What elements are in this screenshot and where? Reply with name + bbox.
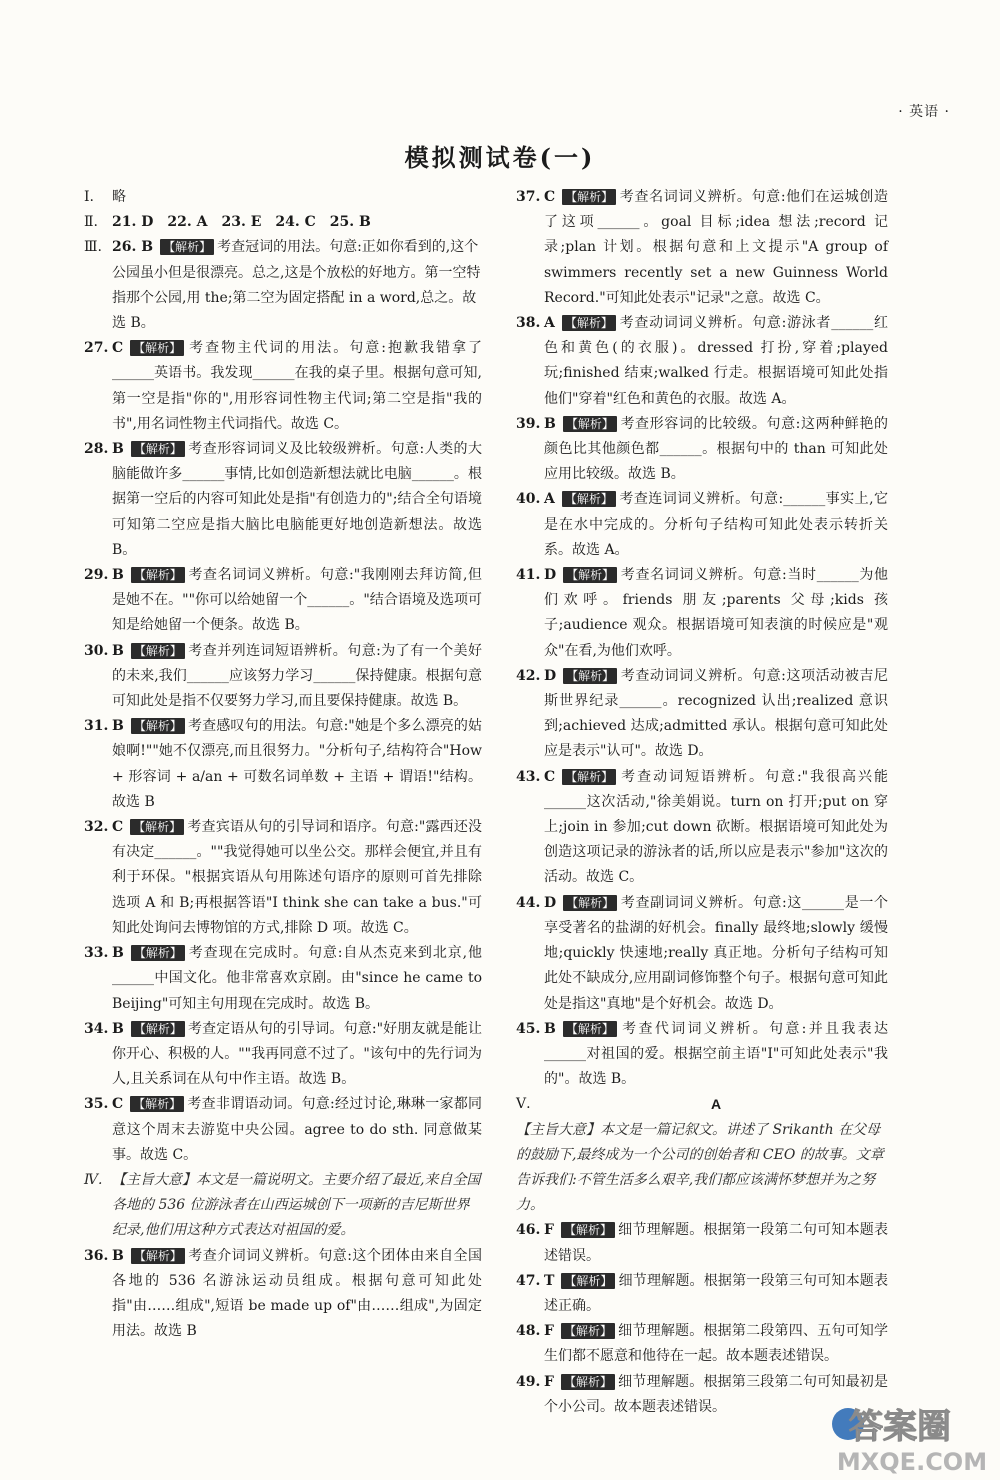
question-38 <box>516 311 888 412</box>
section-number: Ⅰ. <box>84 189 94 205</box>
main-idea-text: 【主旨大意】本文是一篇说明文。主要介绍了最近,来自全国各地的 536 位游泳者在山西运城创下一项新的吉尼斯世界纪录,他们用这种方式表达对祖国的爱。 <box>112 1171 481 1239</box>
subject-label: · 英语 · <box>898 104 950 120</box>
analysis-tag: 【解析】 <box>131 441 185 457</box>
analysis-text: 细节理解题。根据第一段第二句可知本题表述错误。 <box>544 1222 888 1264</box>
question-28 <box>84 437 482 563</box>
answer-letter: B <box>544 1020 556 1037</box>
analysis-tag: 【解析】 <box>562 315 616 331</box>
analysis-text: 考查介词词义辨析。句意:这个团体由来自全国各地的 536 名游泳运动员组成。根据句意可知此处指"由……组成",短语 be made up of"由……组成",为固定用法。故选 B <box>112 1247 482 1340</box>
question-41 <box>516 563 888 664</box>
answer-letter: C <box>112 819 124 836</box>
analysis-text: 考查现在完成时。句意:自从杰克来到北京,他______中国文化。他非常喜欢京剧。由"since he came to Beijing"可知主句用现在完成时。故选 B。 <box>112 945 482 1012</box>
analysis-tag: 【解析】 <box>131 1248 185 1264</box>
analysis-text: 考查名词词义辨析。句意:当时______为他们欢呼。friends 朋友;parents 父母;kids 孩子;audience 观众。根据语境可知表演的时候应是"观众"在看,为他们欢呼。 <box>544 567 888 659</box>
analysis-tag: 【解析】 <box>130 819 184 835</box>
question-number: 27. <box>84 340 109 357</box>
analysis-tag: 【解析】 <box>562 491 616 507</box>
question-number: 32. <box>84 819 109 836</box>
question-number: 37. <box>516 189 541 205</box>
question-number: 35. <box>84 1096 109 1113</box>
analysis-tag: 【解析】 <box>562 189 616 205</box>
section-3 <box>84 235 482 336</box>
watermark-logo <box>812 1398 988 1478</box>
question-44 <box>516 891 888 1017</box>
question-47 <box>516 1269 888 1319</box>
analysis-text: 考查物主代词的用法。句意:抱歉我错拿了______英语书。我发现______在我的桌子里。根据句意可知,第一空是指"你的",用形容词性物主代词;第二空是指"我的书",用名词性物主代词指代。故选 C。 <box>112 340 482 432</box>
question-29 <box>84 563 482 639</box>
question-42 <box>516 664 888 765</box>
answer-letter: D <box>544 894 557 911</box>
answer-letter: A <box>544 491 555 508</box>
analysis-text: 考查形容词的比较级。句意:这两种鲜艳的颜色比其他颜色都______。根据句中的 than 可知此处应用比较级。故选 B。 <box>544 415 888 483</box>
question-45 <box>516 1017 888 1093</box>
answer-letter: D <box>544 667 557 684</box>
answer-letter: B <box>112 718 124 735</box>
question-number: 44. <box>516 894 541 911</box>
answer-letter: B <box>112 642 124 659</box>
analysis-tag: 【解析】 <box>561 1374 615 1390</box>
question-number: 49. <box>516 1373 541 1390</box>
question-31 <box>84 714 482 815</box>
analysis-text: 考查定语从句的引导词。句意:"好朋友就是能让你开心、积极的人。""我再同意不过了。"该句中的先行词为人,且关系词在从句中作主语。故选 B。 <box>112 1020 482 1088</box>
analysis-tag: 【解析】 <box>561 1273 615 1289</box>
analysis-tag: 【解析】 <box>561 1222 615 1238</box>
analysis-tag: 【解析】 <box>160 239 214 255</box>
question-number: 39. <box>516 415 541 432</box>
question-number: 28. <box>84 441 109 458</box>
question-34 <box>84 1017 482 1093</box>
analysis-tag: 【解析】 <box>131 567 185 583</box>
analysis-text: 考查名词词义辨析。句意:他们在运城创造了这项______。goal 目标;idea 想法;record 记录;plan 计划。根据句意和上文提示"A group of swimmers recently set a new Guinness World Record."可知此处表示"记录"之意。故选 C。 <box>544 189 888 306</box>
analysis-text: 考查名词词义辨析。句意:"我刚刚去拜访简,但是她不在。""你可以给她留一个______。"结合语境及选项可知是给她留一个便条。故选 B。 <box>112 567 482 634</box>
section-4 <box>84 1168 482 1244</box>
question-40 <box>516 487 888 563</box>
answer-letter: C <box>544 189 556 205</box>
right-column <box>516 185 888 1420</box>
analysis-tag: 【解析】 <box>563 567 617 583</box>
section-answers: 21. D 22. A 23. E 24. C 25. B <box>112 214 371 231</box>
analysis-tag: 【解析】 <box>131 643 185 659</box>
logo-url: MXQE.COM <box>836 1448 988 1476</box>
question-number: 41. <box>516 567 541 584</box>
analysis-text: 细节理解题。根据第二段第四、五句可知学生们都不愿意和他待在一起。故本题表述错误。 <box>544 1323 888 1365</box>
analysis-text: 细节理解题。根据第一段第三句可知本题表述正确。 <box>544 1272 888 1314</box>
question-number: 43. <box>516 768 541 785</box>
page-title: 模拟测试卷(一) <box>404 143 596 172</box>
analysis-tag: 【解析】 <box>561 1323 615 1339</box>
question-39 <box>516 412 888 488</box>
answer-letter: B <box>112 945 124 962</box>
question-27 <box>84 336 482 437</box>
analysis-text: 考查代词词义辨析。句意:并且我表达______对祖国的爱。根据空前主语"I"可知此处表示"我的"。故选 B。 <box>544 1020 888 1088</box>
answer-letter: C <box>112 1096 124 1113</box>
answer-letter: B <box>544 415 556 432</box>
analysis-tag: 【解析】 <box>131 718 185 734</box>
question-30 <box>84 639 482 715</box>
analysis-text: 考查非谓语动词。句意:经过讨论,琳琳一家都同意这个周末去游览中央公园。agree to do sth. 同意做某事。故选 C。 <box>112 1096 482 1163</box>
answer-letter: A <box>544 315 555 332</box>
question-number: 48. <box>516 1323 541 1340</box>
section-number: Ⅱ. <box>84 214 98 231</box>
answer-letter: B <box>112 567 124 584</box>
question-number: 46. <box>516 1222 541 1239</box>
question-36 <box>84 1244 482 1345</box>
answer-letter: F <box>544 1323 554 1340</box>
answer-letter: B <box>112 441 124 458</box>
answer-letter: B <box>112 1247 124 1264</box>
question-number: 33. <box>84 945 109 962</box>
analysis-tag: 【解析】 <box>563 668 617 684</box>
answer-letter: T <box>544 1272 555 1289</box>
question-number: 31. <box>84 718 109 735</box>
analysis-tag: 【解析】 <box>130 1096 184 1112</box>
analysis-text: 考查宾语从句的引导词和语序。句意:"露西还没有决定______。""我觉得她可以坐公交。那样会便宜,并且有利于环保。"根据宾语从句用陈述句语序的原则可首先排除选项 A 和 B;再根据答语"I think she can take a bus."可知此处询问去博物馆的方式,排除 D 项。故选 C。 <box>112 819 482 936</box>
analysis-tag: 【解析】 <box>130 340 184 356</box>
section-number: Ⅴ. <box>516 1096 531 1113</box>
question-number: 47. <box>516 1272 541 1289</box>
section-text: 略 <box>112 189 126 205</box>
analysis-tag: 【解析】 <box>563 1021 617 1037</box>
question-46 <box>516 1218 888 1268</box>
answer-letter: F <box>544 1373 554 1390</box>
question-43 <box>516 765 888 891</box>
question-number: 38. <box>516 315 541 332</box>
answer-letter: C <box>112 340 124 357</box>
analysis-text: 考查副词词义辨析。句意:这______是一个享受著名的盐湖的好机会。finally 最终地;slowly 缓慢地;quickly 快速地;really 真正地。分析句子结构可知此处不缺成分,应用副词修饰整个句子。根据句意可知此处是指这"真地"是个好机会。故选 D。 <box>544 894 888 1012</box>
answer-letter: D <box>544 567 557 584</box>
question-number: 42. <box>516 667 541 684</box>
analysis-tag: 【解析】 <box>131 1021 185 1037</box>
analysis-tag: 【解析】 <box>562 769 616 785</box>
question-number: 45. <box>516 1020 541 1037</box>
answer-letter: C <box>544 768 556 785</box>
passage-label: A <box>710 1096 722 1113</box>
analysis-tag: 【解析】 <box>563 416 617 432</box>
analysis-text: 考查并列连词短语辨析。句意:为了有一个美好的未来,我们______应该努力学习______保持健康。根据句意可知此处是指不仅要努力学习,而且要保持健康。故选 B。 <box>112 642 482 710</box>
question-33 <box>84 941 482 1017</box>
answer-letter: B <box>112 1020 124 1037</box>
section-number: Ⅲ. <box>84 239 102 256</box>
answer-letter: F <box>544 1222 554 1239</box>
analysis-text: 考查动词词义辨析。句意:这项活动被吉尼斯世界纪录______。recognized 认出;realized 意识到;achieved 达成;admitted 承认。根据句意可知此处应是表示"认可"。故选 D。 <box>544 667 888 760</box>
logo-text: 答案圈 <box>849 1407 951 1447</box>
question-number: 29. <box>84 567 109 584</box>
question-number: 34. <box>84 1020 109 1037</box>
section-1 <box>84 185 482 210</box>
question-number: 30. <box>84 642 109 659</box>
analysis-text: 考查连词词义辨析。句意:______事实上,它是在水中完成的。分析句子结构可知此处表示转折关系。故选 A。 <box>544 491 888 558</box>
section-5-main-idea: 【主旨大意】本文是一篇记叙文。讲述了 Srikanth 在父母的鼓励下,最终成为一个公司的创始者和 CEO 的故事。文章告诉我们:不管生活多么艰辛,我们都应该满怀梦想并为之努力。 <box>516 1121 884 1214</box>
analysis-text: 考查感叹句的用法。句意:"她是个多么漂亮的姑娘啊!""她不仅漂亮,而且很努力。"分析句子,结构符合"How + 形容词 + a/an + 可数名词单数 + 主语 + 谓语!"结构。故选 B <box>112 718 482 810</box>
question-48 <box>516 1319 888 1369</box>
question-number: 36. <box>84 1247 109 1264</box>
question-37 <box>516 185 888 311</box>
section-5 <box>516 1092 888 1117</box>
section-2 <box>84 210 482 235</box>
answer-letter: 26. B <box>112 239 154 256</box>
question-35 <box>84 1092 482 1168</box>
analysis-text: 考查冠词的用法。句意:正如你看到的,这个公园虽小但是很漂亮。总之,这是个放松的好地方。第一空特指那个公园,用 the;第二空为固定搭配 in a word,总之。故选 B。 <box>112 239 481 332</box>
analysis-tag: 【解析】 <box>131 945 185 961</box>
left-column <box>84 185 482 1344</box>
question-number: 40. <box>516 491 541 508</box>
analysis-text: 细节理解题。根据第三段第二句可知最初是个小公司。故本题表述错误。 <box>544 1373 888 1415</box>
question-32 <box>84 815 482 941</box>
section-number: Ⅳ. <box>84 1171 103 1188</box>
analysis-text: 考查动词短语辨析。句意:"我很高兴能______这次活动,"徐美娟说。turn on 打开;put on 穿上;join in 参加;cut down 砍断。根据语境可知此处为创造这项记录的游泳者的话,所以应是表示"参加"这次的活动。故选 C。 <box>544 768 888 886</box>
analysis-tag: 【解析】 <box>563 895 617 911</box>
analysis-text: 考查动词词义辨析。句意:游泳者______红色和黄色(的衣服)。dressed 打扮,穿着;played 玩;finished 结束;walked 行走。根据语境可知此处指他们"穿着"红色和黄色的衣服。故选 A。 <box>544 315 888 407</box>
analysis-text: 考查形容词词义及比较级辨析。句意:人类的大脑能做许多______事情,比如创造新想法就比电脑______。根据第一空后的内容可知此处是指"有创造力的";结合全句语境可知第二空应是指大脑比电脑能更好地创造新想法。故选 B。 <box>112 441 482 558</box>
